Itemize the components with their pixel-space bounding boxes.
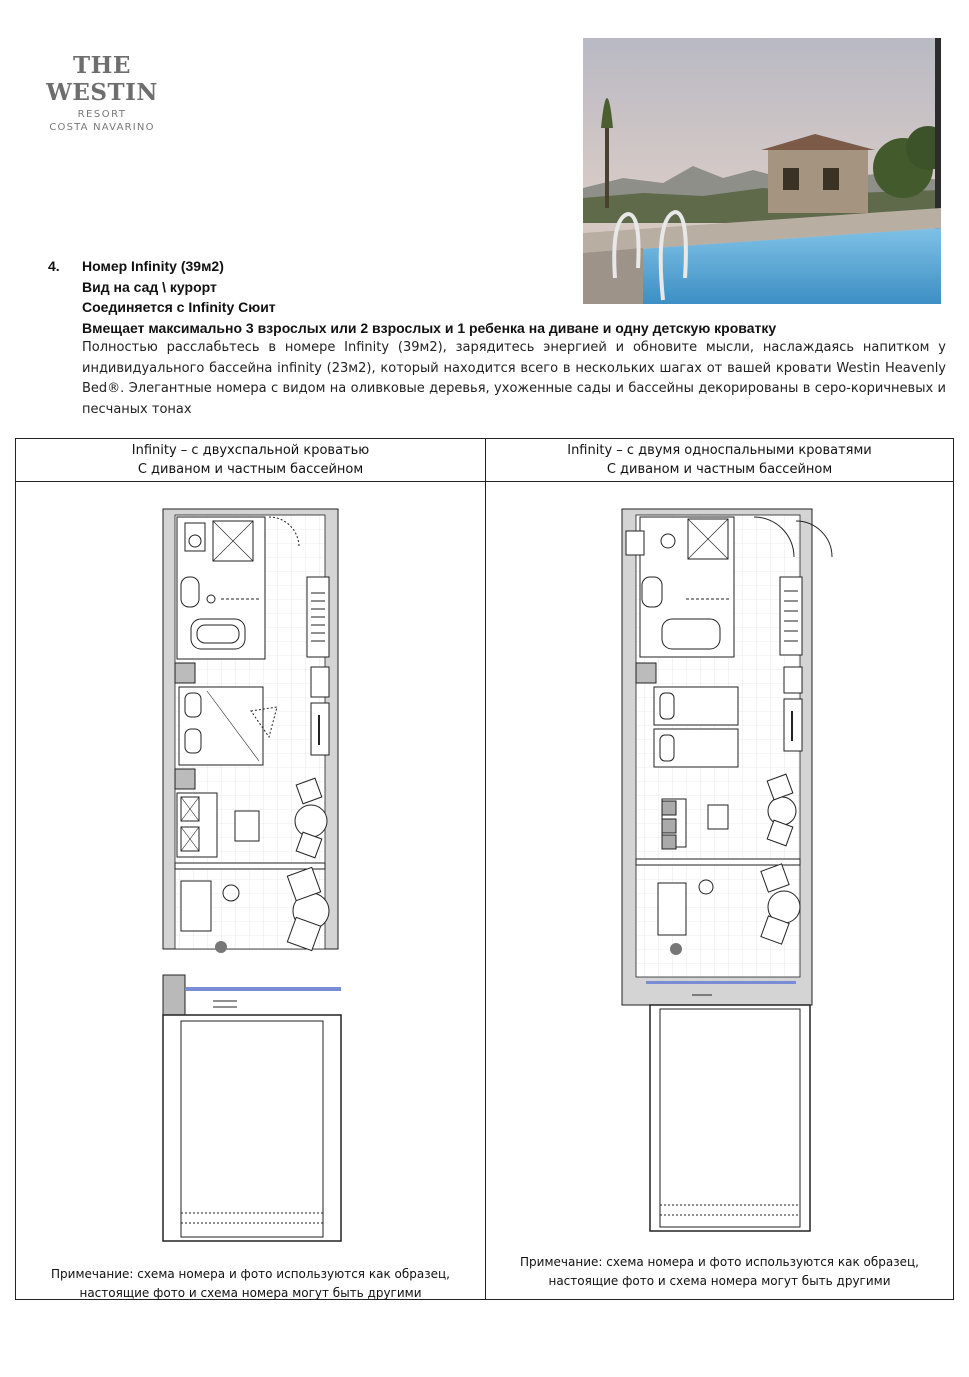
floor-plan-double-bed <box>151 501 351 1251</box>
plan-left-title: Infinity – с двухспальной кроватью <box>131 443 370 458</box>
room-section <box>48 256 946 420</box>
room-description: Полностью расслабьтесь в номере Infinity (39м2), зарядитесь энергией и обновите мысли, наслаждаясь напитком у индивидуального бассейна infinity (23м2), который находится всего в нескольких шагах от вашей кровати Westin Heavenly Bed®. Элегантные номера с видом на оливковые деревья, ухоженные сады и бассейны декорированы в серо-коричневых и песчаных тонах <box>82 340 946 417</box>
room-capacity: Вмещает максимально 3 взрослых или 2 взрослых и 1 ребенка на диване и одну детскую кроватку <box>82 319 777 336</box>
westin-logo <box>22 52 182 133</box>
logo-wordmark: THE WESTIN <box>46 52 158 106</box>
plan-right-header <box>486 441 953 479</box>
room-view: Вид на сад \ курорт <box>82 278 217 295</box>
floor-plans-table <box>15 438 954 1300</box>
plan-right-note-line2: настоящие фото и схема номера могут быть другими <box>548 1274 891 1288</box>
floor-plan-twin-beds <box>616 501 846 1241</box>
plan-left-note-line2: настоящие фото и схема номера могут быть другими <box>79 1286 422 1300</box>
room-connects: Соединяется с Infinity Сюит <box>82 299 276 315</box>
plan-left-note <box>16 1265 485 1303</box>
table-column-divider <box>485 439 486 1299</box>
plan-left-note-line1: Примечание: схема номера и фото используются как образец, <box>51 1267 450 1281</box>
plan-right-subtitle: С диваном и частным бассейном <box>606 462 833 477</box>
plan-right-note <box>486 1253 953 1291</box>
room-number: 4. <box>48 258 60 274</box>
plan-left-subtitle: С диваном и частным бассейном <box>137 462 364 477</box>
logo-location: COSTA NAVARINO <box>49 122 155 133</box>
logo-resort: RESORT <box>77 109 127 120</box>
plan-left-header <box>16 441 485 479</box>
plan-right-note-line1: Примечание: схема номера и фото используются как образец, <box>520 1255 919 1269</box>
table-header-divider <box>16 481 953 482</box>
plan-right-title: Infinity – с двумя односпальными кроватями <box>567 443 872 458</box>
room-title: Номер Infinity (39м2) <box>82 258 224 274</box>
